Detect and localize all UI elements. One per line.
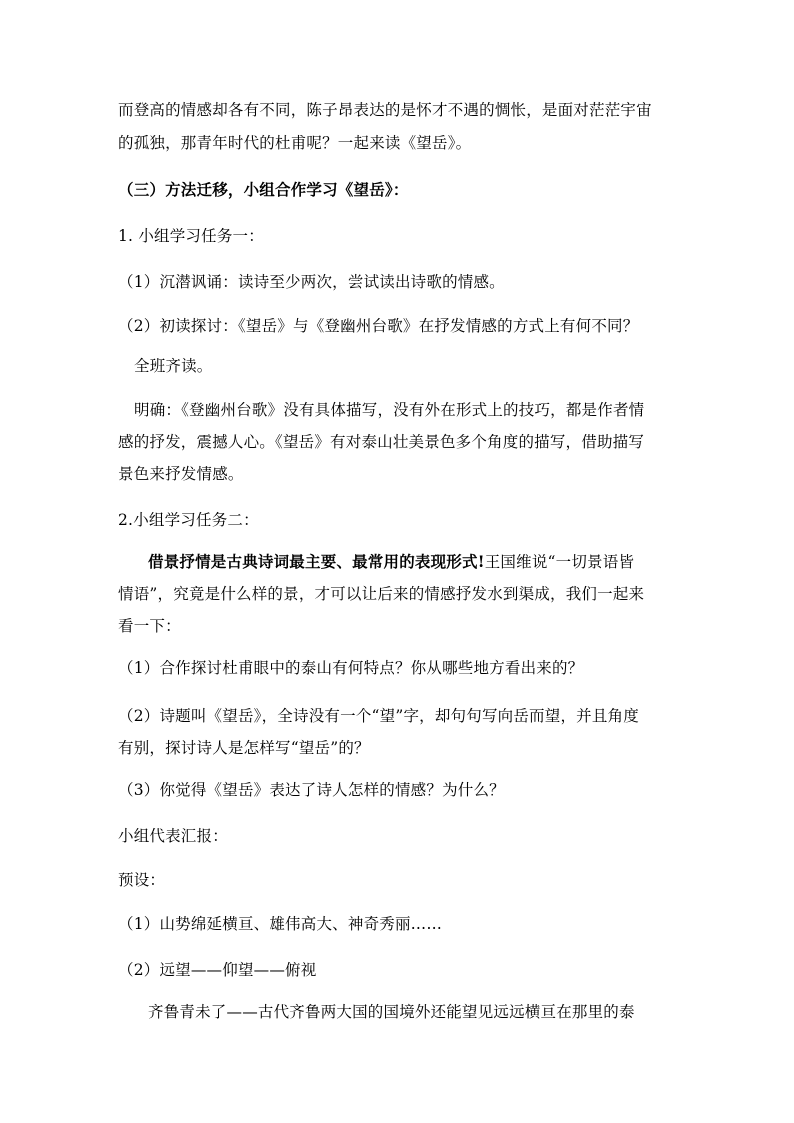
paragraph-line: 的孤独，那青年时代的杜甫呢？一起来读《望岳》。 — [118, 134, 472, 152]
list-item: （2）初读探讨：《望岳》与《登幽州台歌》在抒发情感的方式上有何不同？ — [118, 317, 639, 335]
list-item: （2）远望——仰望——俯视 — [118, 961, 317, 979]
paragraph-line-start — [148, 552, 634, 572]
list-item: （3）你觉得《望岳》表达了诗人怎样的情感？为什么？ — [118, 781, 505, 799]
section-heading: （三）方法迁移，小组合作学习《望岳》： — [118, 180, 409, 199]
task-heading: 2.小组学习任务二： — [118, 511, 259, 529]
list-item: （1）山势绵延横亘、雄伟高大、神奇秀丽…… — [118, 915, 443, 933]
paragraph-line: 而登高的情感却各有不同，陈子昂表达的是怀才不遇的惆怅，是面对茫茫宇宙 — [118, 101, 652, 119]
paragraph-line: 感的抒发，震撼人心。《望岳》有对泰山壮美景色多个角度的描写，借助描写 — [118, 433, 645, 451]
list-item: （2）诗题叫《望岳》，全诗没有一个“望”字，却句句写向岳而望，并且角度 — [118, 707, 639, 725]
list-item: （1）沉潜讽诵：读诗至少两次，尝试读出诗歌的情感。 — [118, 273, 505, 291]
paragraph-line: 看一下： — [118, 617, 181, 635]
list-item: （1）合作探讨杜甫眼中的泰山有何特点？你从哪些地方看出来的？ — [118, 659, 584, 677]
paragraph-line: 情语”，究竟是什么样的景，才可以让后来的情感抒发水到渠成，我们一起来 — [118, 585, 645, 603]
paragraph-line: 预设： — [118, 871, 166, 889]
paragraph-line: 明确：《登幽州台歌》没有具体描写，没有外在形式上的技巧，都是作者情 — [134, 401, 645, 419]
paragraph-line-rest: 王国维说“一切景语皆 — [484, 553, 635, 571]
paragraph-line: 齐鲁青未了——古代齐鲁两大国的国境外还能望见远远横亘在那里的泰 — [148, 1003, 635, 1021]
paragraph-line: 小组代表汇报： — [118, 827, 228, 845]
paragraph-line: 景色来抒发情感。 — [118, 465, 244, 483]
bold-phrase: 借景抒情是古典诗词最主要、最常用的表现形式! — [148, 552, 485, 571]
task-heading: 1. 小组学习任务一： — [118, 227, 264, 245]
list-item: 有别，探讨诗人是怎样写“望岳”的？ — [118, 739, 370, 757]
paragraph-line: 全班齐读。 — [134, 357, 213, 375]
